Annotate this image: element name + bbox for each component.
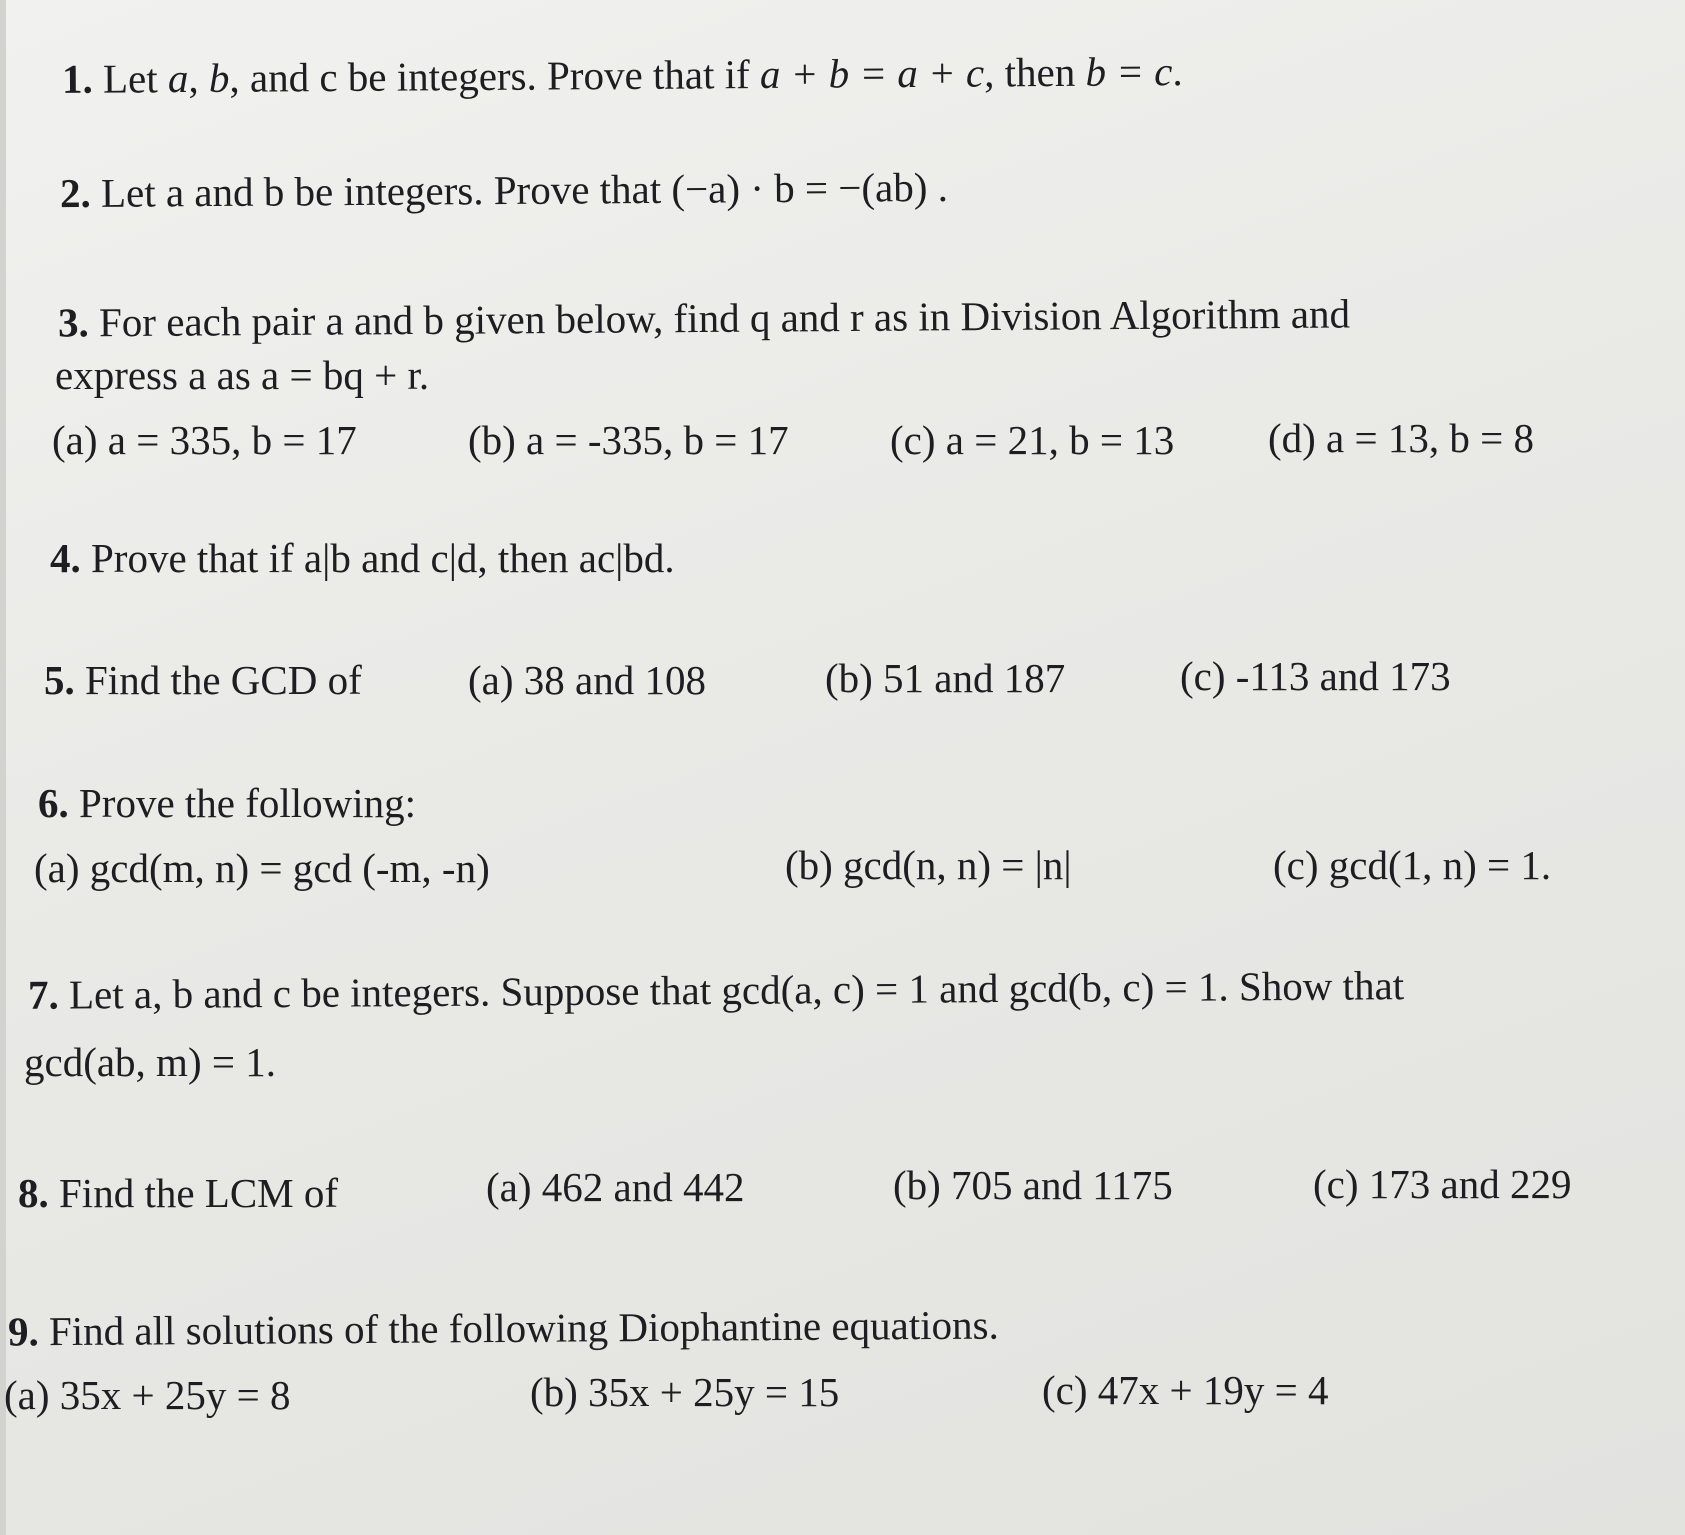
problem-8: [18, 1168, 338, 1218]
problem-5-part-c: (c) -113 and 173: [1180, 653, 1451, 699]
problem-8-part-c: (c) 173 and 229: [1313, 1161, 1572, 1207]
problem-5-part-b: (b) 51 and 187: [825, 655, 1066, 701]
problem-3-line-2: [55, 350, 429, 400]
problem-9-part-c: (c) 47x + 19y = 4: [1042, 1367, 1329, 1413]
problem-9: [8, 1300, 999, 1357]
problem-4-number: 4.: [50, 535, 81, 581]
problem-5-part-a: (a) 38 and 108: [468, 657, 706, 703]
problem-3-line-1: [58, 288, 1350, 347]
problem-3-number: 3.: [57, 299, 89, 346]
problem-7-line-1: [28, 960, 1404, 1020]
problem-6-part-c: (c) gcd(1, n) = 1.: [1273, 842, 1552, 888]
problem-1-equation-2: b = c: [1085, 48, 1173, 95]
problem-6-part-b: (b) gcd(n, n) = |n|: [785, 842, 1072, 888]
problem-2-text: Let a and b be integers. Prove that (−a) · b = −(ab) .: [90, 163, 949, 216]
paper-edge: [0, 0, 6, 1535]
problem-6-number: 6.: [38, 780, 69, 826]
problem-9-part-b: (b) 35x + 25y = 15: [530, 1369, 840, 1415]
problem-9-part-a: (a) 35x + 25y = 8: [4, 1372, 291, 1418]
problem-1-number: 1.: [61, 55, 93, 102]
problem-3-part-b: (b) a = -335, b = 17: [468, 417, 789, 463]
problem-2-number: 2.: [59, 169, 91, 217]
problem-6: [38, 778, 416, 828]
problem-3-text-line-1: For each pair a and b given below, find q and r as in Division Algorithm and: [88, 290, 1351, 346]
problem-1-sep: ,: [188, 54, 210, 102]
problem-1-equation-1: a + b = a + c: [759, 49, 985, 98]
problem-8-text: Find the LCM of: [48, 1170, 339, 1216]
problem-5-text: Find the GCD of: [74, 657, 362, 703]
problem-7-number: 7.: [27, 971, 59, 1018]
problem-1-text-c: , then: [983, 48, 1086, 96]
problem-8-number: 8.: [18, 1170, 49, 1216]
problem-1-text-a: Let: [92, 55, 169, 102]
problem-3-part-d: (d) a = 13, b = 8: [1268, 415, 1534, 461]
problem-3-part-c: (c) a = 21, b = 13: [890, 417, 1175, 463]
problem-1: [62, 46, 1183, 104]
problem-1-var-a: a: [167, 55, 189, 102]
problem-9-number: 9.: [7, 1308, 39, 1355]
problem-1-text-b: , and c be integers. Prove that if: [229, 51, 761, 101]
problem-6-part-a: (a) gcd(m, n) = gcd (-m, -n): [34, 845, 490, 891]
problem-5-number: 5.: [44, 657, 75, 703]
problem-1-var-b: b: [208, 54, 230, 101]
problem-3-part-a: (a) a = 335, b = 17: [52, 417, 357, 463]
problem-4: [50, 533, 675, 583]
problem-6-text: Prove the following:: [68, 780, 417, 826]
problem-5: [44, 655, 362, 705]
problem-2: [60, 162, 948, 218]
problem-8-part-a: (a) 462 and 442: [486, 1164, 745, 1210]
problem-3-text-line-2: express a as a = bq + r.: [55, 352, 430, 398]
problem-8-part-b: (b) 705 and 1175: [893, 1162, 1173, 1208]
problem-1-end: .: [1172, 48, 1183, 95]
problem-4-text: Prove that if a|b and c|d, then ac|bd.: [80, 535, 675, 581]
problem-7-text-line-1: Let a, b and c be integers. Suppose that gcd(a, c) = 1 and gcd(b, c) = 1. Show that: [58, 962, 1405, 1018]
problem-9-text: Find all solutions of the following Diophantine equations.: [38, 1301, 999, 1355]
problem-7-line-2: [24, 1037, 276, 1087]
problem-7-text-line-2: gcd(ab, m) = 1.: [24, 1039, 276, 1085]
